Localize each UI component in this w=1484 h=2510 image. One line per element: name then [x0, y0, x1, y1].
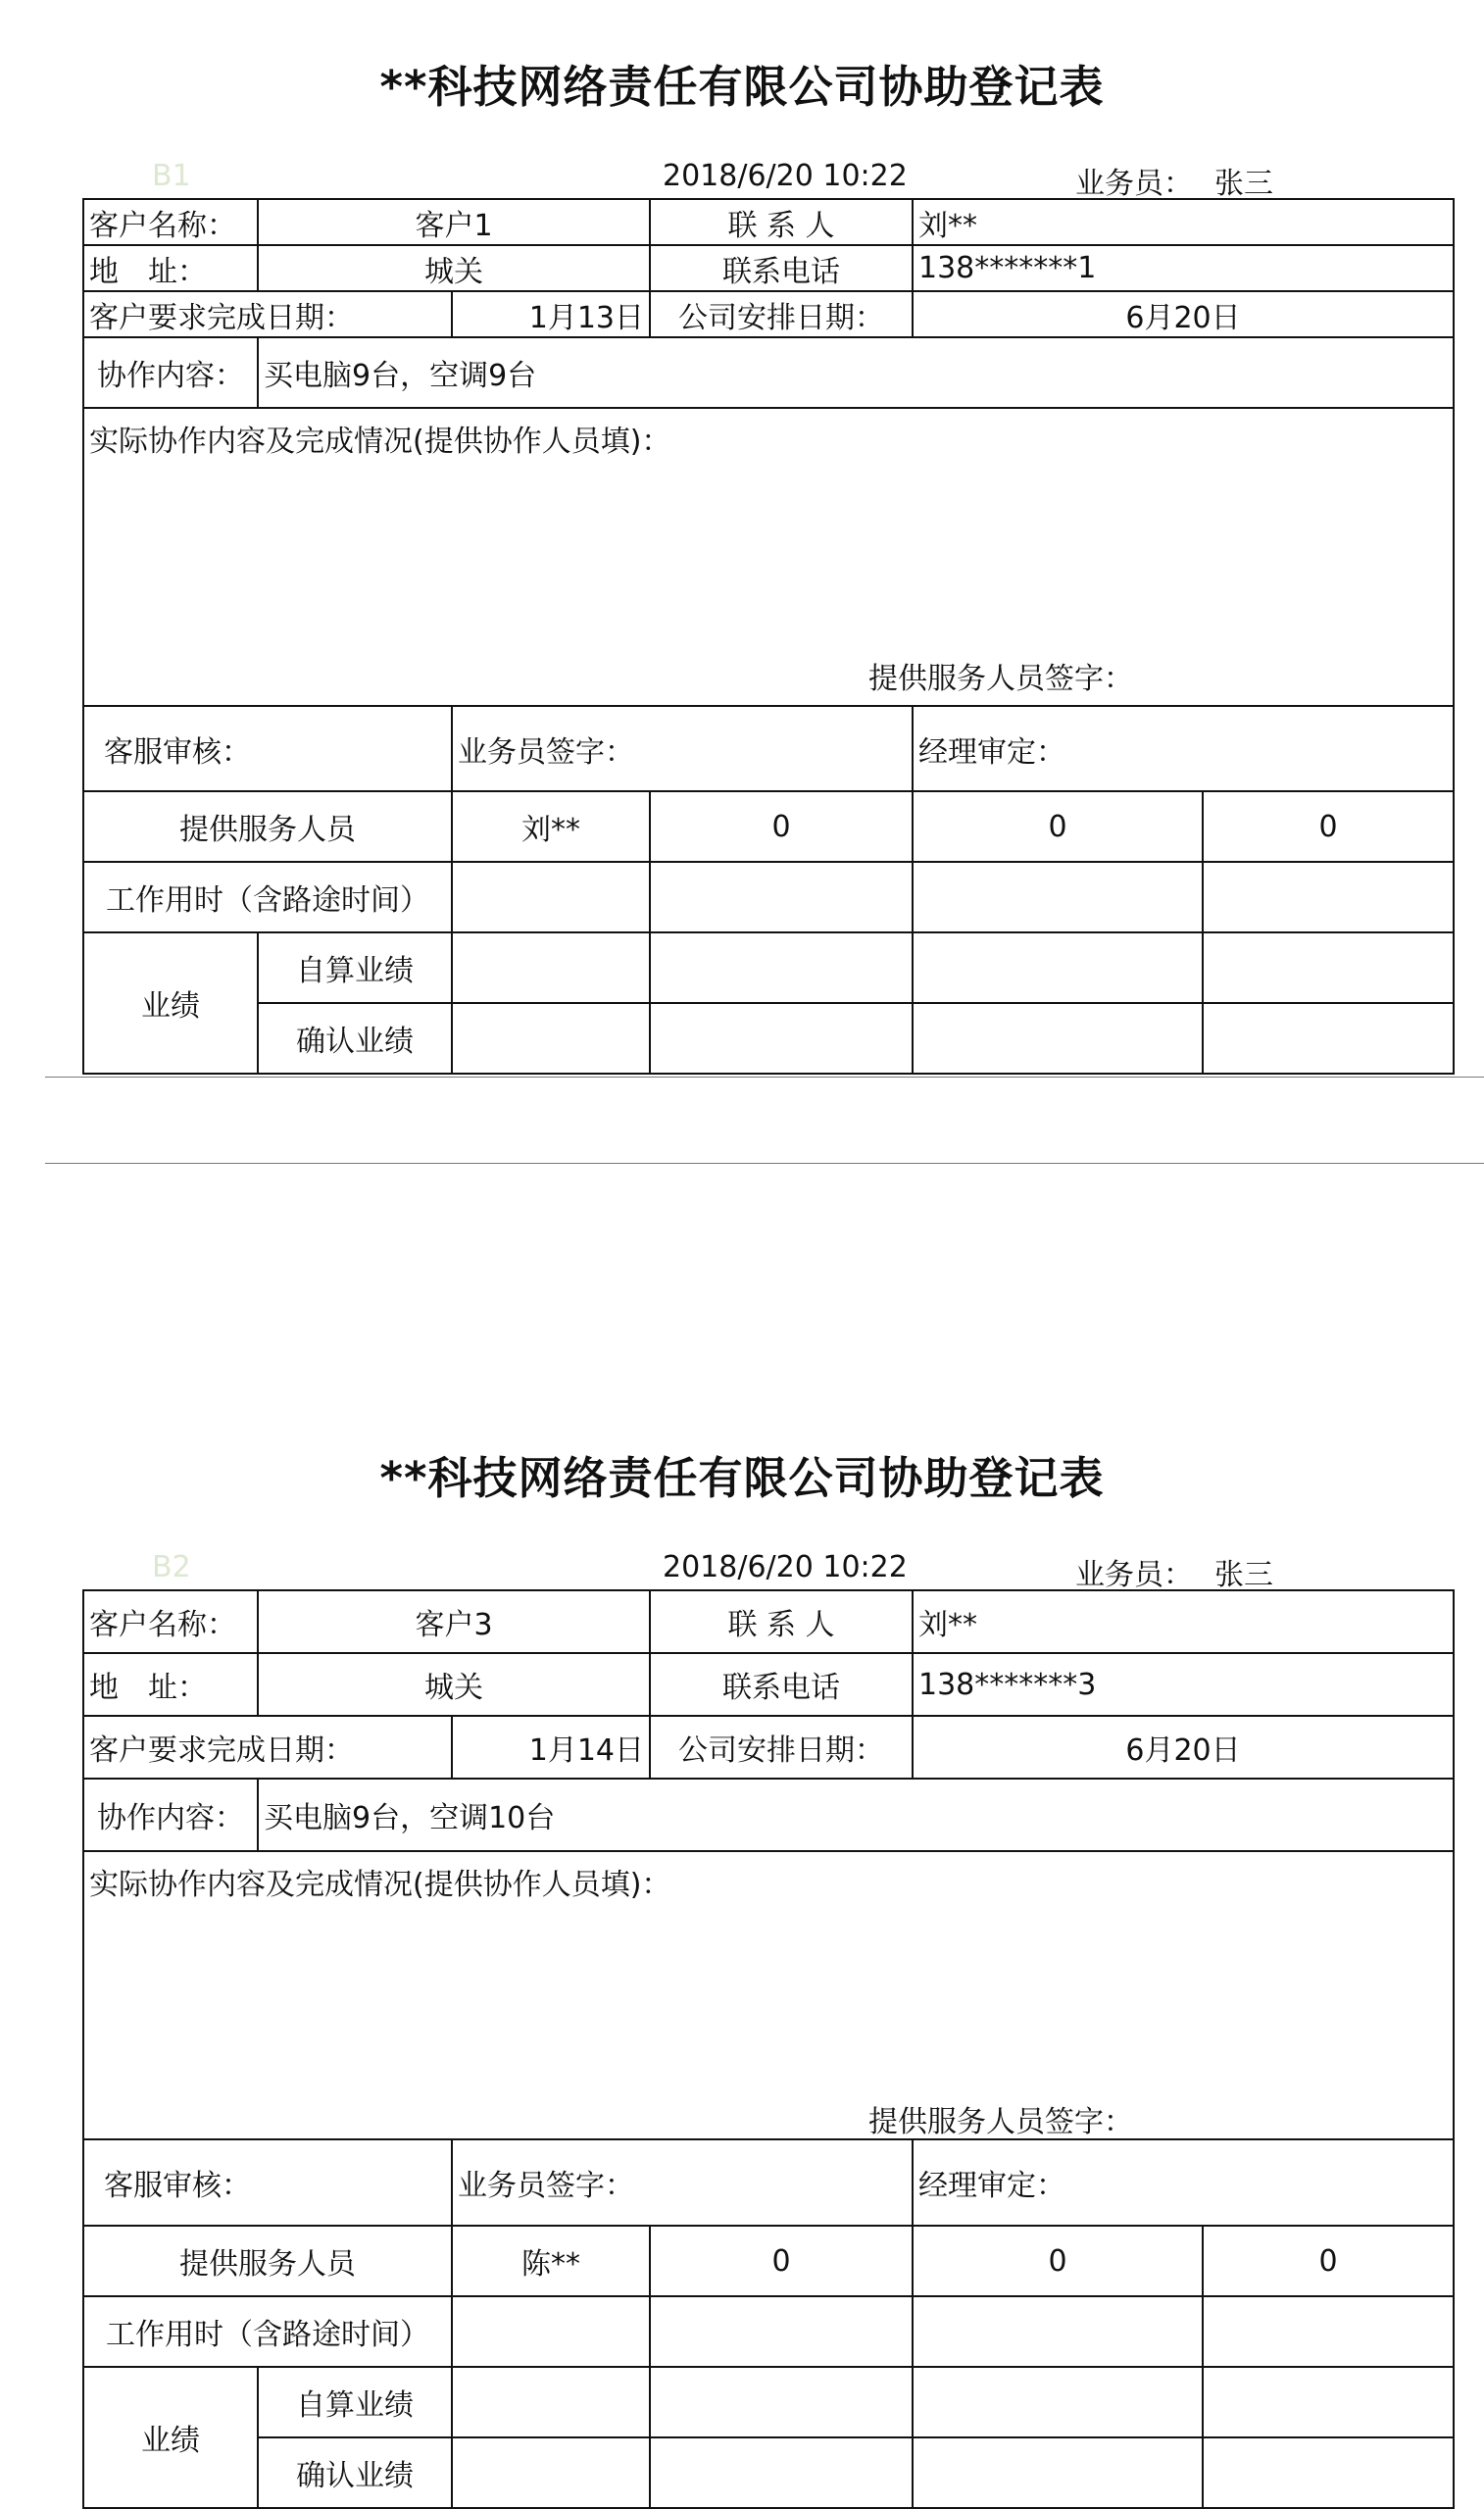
- content-value[interactable]: 买电脑9台，空调9台: [258, 337, 1454, 408]
- self-perf-cell[interactable]: [650, 2367, 913, 2437]
- provider-2[interactable]: 0: [650, 791, 913, 862]
- work-hours-cell[interactable]: [1203, 862, 1454, 932]
- cs-review-label[interactable]: 客服审核：: [83, 706, 452, 791]
- self-perf-label: 自算业绩: [258, 2367, 452, 2437]
- contact-value[interactable]: 刘**: [913, 1590, 1454, 1653]
- work-hours-cell[interactable]: [913, 862, 1203, 932]
- required-date-value[interactable]: 1月14日: [452, 1716, 650, 1779]
- self-perf-cell[interactable]: [452, 2367, 650, 2437]
- arranged-date-value[interactable]: 6月20日: [913, 291, 1454, 337]
- work-hours-cell[interactable]: [650, 862, 913, 932]
- actual-content-label: 实际协作内容及完成情况(提供协作人员填)：: [89, 1868, 671, 1902]
- customer-name-value[interactable]: 客户1: [258, 199, 650, 245]
- performance-label: 业绩: [83, 932, 258, 1074]
- confirm-perf-cell[interactable]: [452, 2437, 650, 2508]
- phone-label: 联系电话: [650, 245, 913, 291]
- staff-field: [1075, 1550, 1273, 1593]
- form-code: B1: [152, 159, 191, 193]
- cs-review-label[interactable]: 客服审核：: [83, 2139, 452, 2226]
- staff-sign-label[interactable]: 业务员签字：: [452, 2139, 913, 2226]
- required-date-label: 客户要求完成日期：: [83, 291, 452, 337]
- provider-label: 提供服务人员: [83, 791, 452, 862]
- staff-label: 业务员：: [1075, 1558, 1193, 1592]
- arranged-date-label: 公司安排日期：: [650, 291, 913, 337]
- confirm-perf-cell[interactable]: [913, 2437, 1203, 2508]
- register-table: [82, 1589, 1455, 2509]
- work-hours-label: 工作用时（含路途时间）: [83, 2296, 452, 2367]
- confirm-perf-label: 确认业绩: [258, 1003, 452, 1074]
- required-date-label: 客户要求完成日期：: [83, 1716, 452, 1779]
- customer-name-value[interactable]: 客户3: [258, 1590, 650, 1653]
- self-perf-cell[interactable]: [650, 932, 913, 1003]
- work-hours-cell[interactable]: [650, 2296, 913, 2367]
- form-title: **科技网络责任有限公司协助登记表: [379, 61, 1105, 113]
- provider-4[interactable]: 0: [1203, 2226, 1454, 2296]
- confirm-perf-cell[interactable]: [913, 1003, 1203, 1074]
- form-title: **科技网络责任有限公司协助登记表: [379, 1452, 1105, 1504]
- provider-1[interactable]: 陈**: [452, 2226, 650, 2296]
- actual-content-cell[interactable]: [83, 1851, 1454, 2139]
- form-code: B2: [152, 1550, 191, 1584]
- confirm-perf-cell[interactable]: [452, 1003, 650, 1074]
- contact-value[interactable]: 刘**: [913, 199, 1454, 245]
- staff-field: [1075, 159, 1273, 202]
- phone-value[interactable]: 138*******3: [913, 1653, 1454, 1716]
- address-label: 地 址：: [83, 1653, 258, 1716]
- work-hours-cell[interactable]: [1203, 2296, 1454, 2367]
- provider-1[interactable]: 刘**: [452, 791, 650, 862]
- performance-label: 业绩: [83, 2367, 258, 2508]
- self-perf-label: 自算业绩: [258, 932, 452, 1003]
- manager-label[interactable]: 经理审定：: [913, 706, 1454, 791]
- self-perf-cell[interactable]: [913, 932, 1203, 1003]
- form-datetime: 2018/6/20 10:22: [663, 1550, 908, 1584]
- customer-name-label: 客户名称：: [83, 199, 258, 245]
- self-perf-cell[interactable]: [1203, 932, 1454, 1003]
- address-label: 地 址：: [83, 245, 258, 291]
- customer-name-label: 客户名称：: [83, 1590, 258, 1653]
- form-datetime: 2018/6/20 10:22: [663, 159, 908, 193]
- work-hours-cell[interactable]: [913, 2296, 1203, 2367]
- confirm-perf-cell[interactable]: [650, 2437, 913, 2508]
- address-value[interactable]: 城关: [258, 245, 650, 291]
- confirm-perf-cell[interactable]: [1203, 2437, 1454, 2508]
- work-hours-cell[interactable]: [452, 862, 650, 932]
- work-hours-cell[interactable]: [452, 2296, 650, 2367]
- phone-value[interactable]: 138*******1: [913, 245, 1454, 291]
- staff-label: 业务员：: [1075, 167, 1193, 201]
- staff-name: 张三: [1214, 1558, 1273, 1592]
- self-perf-cell[interactable]: [913, 2367, 1203, 2437]
- self-perf-cell[interactable]: [1203, 2367, 1454, 2437]
- content-value[interactable]: 买电脑9台，空调10台: [258, 1779, 1454, 1851]
- provider-2[interactable]: 0: [650, 2226, 913, 2296]
- provider-3[interactable]: 0: [913, 2226, 1203, 2296]
- staff-name: 张三: [1214, 167, 1273, 201]
- confirm-perf-cell[interactable]: [650, 1003, 913, 1074]
- manager-label[interactable]: 经理审定：: [913, 2139, 1454, 2226]
- page-break-line: [45, 1163, 1484, 1164]
- contact-label: 联 系 人: [650, 1590, 913, 1653]
- actual-content-label: 实际协作内容及完成情况(提供协作人员填)：: [89, 425, 671, 459]
- contact-label: 联 系 人: [650, 199, 913, 245]
- provider-sign-label: 提供服务人员签字：: [868, 2105, 1133, 2139]
- provider-3[interactable]: 0: [913, 791, 1203, 862]
- work-hours-label: 工作用时（含路途时间）: [83, 862, 452, 932]
- self-perf-cell[interactable]: [452, 932, 650, 1003]
- page-break-line: [45, 1077, 1484, 1078]
- arranged-date-label: 公司安排日期：: [650, 1716, 913, 1779]
- arranged-date-value[interactable]: 6月20日: [913, 1716, 1454, 1779]
- address-value[interactable]: 城关: [258, 1653, 650, 1716]
- provider-4[interactable]: 0: [1203, 791, 1454, 862]
- provider-label: 提供服务人员: [83, 2226, 452, 2296]
- required-date-value[interactable]: 1月13日: [452, 291, 650, 337]
- phone-label: 联系电话: [650, 1653, 913, 1716]
- register-table: [82, 198, 1455, 1075]
- staff-sign-label[interactable]: 业务员签字：: [452, 706, 913, 791]
- actual-content-cell[interactable]: [83, 408, 1454, 706]
- content-label: 协作内容：: [83, 1779, 258, 1851]
- confirm-perf-label: 确认业绩: [258, 2437, 452, 2508]
- provider-sign-label: 提供服务人员签字：: [868, 662, 1133, 696]
- content-label: 协作内容：: [83, 337, 258, 408]
- confirm-perf-cell[interactable]: [1203, 1003, 1454, 1074]
